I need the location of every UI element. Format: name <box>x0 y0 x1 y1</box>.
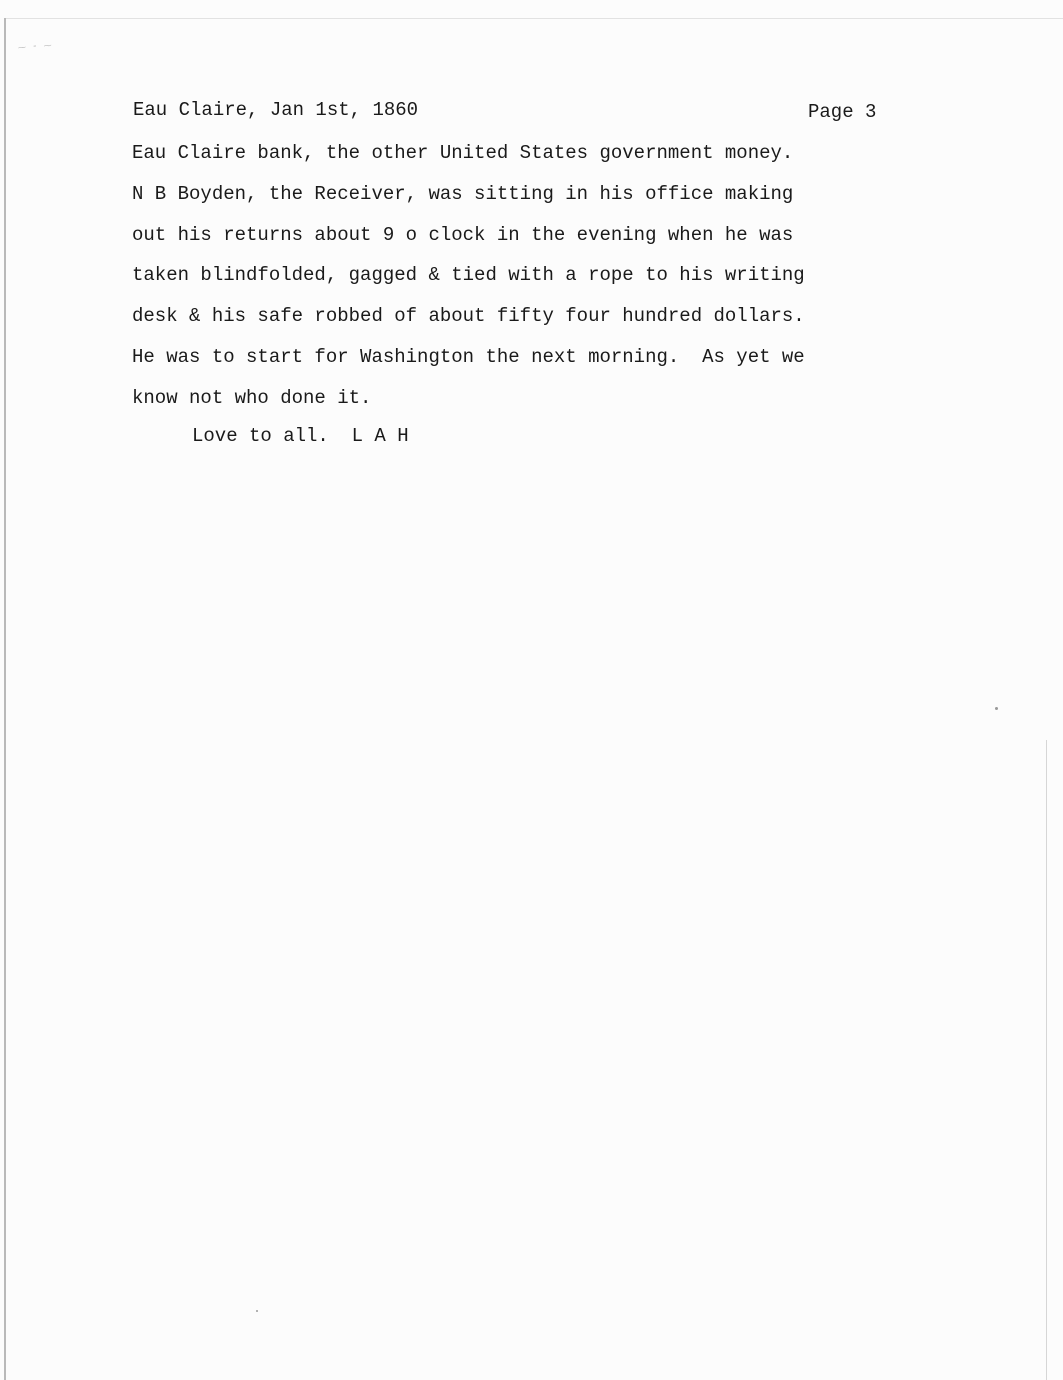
letter-body <box>132 140 892 426</box>
faint-margin-scribble: ⁓ ⁃ ⁓ <box>17 41 53 54</box>
letter-body-line: know not who done it. <box>132 386 372 409</box>
paper-speck <box>256 1310 258 1312</box>
page-number-label: Page 3 <box>808 101 877 123</box>
letter-body-line: out his returns about 9 o clock in the evening when he was <box>132 223 794 246</box>
paper-speck <box>995 707 998 710</box>
letter-body-line: N B Boyden, the Receiver, was sitting in his office making <box>132 182 794 205</box>
paper-right-edge <box>1046 740 1047 1380</box>
paper-left-edge <box>4 18 6 1380</box>
letter-place-date: Eau Claire, Jan 1st, 1860 <box>133 99 419 121</box>
letter-closing: Love to all. L A H <box>192 425 409 447</box>
letter-body-line: desk & his safe robbed of about fifty four hundred dollars. <box>132 305 805 328</box>
letter-body-line: taken blindfolded, gagged & tied with a rope to his writing <box>132 264 805 287</box>
letter-body-line: Eau Claire bank, the other United States government money. <box>132 142 794 164</box>
paper-top-edge <box>4 18 1063 19</box>
letter-body-line: He was to start for Washington the next morning. As yet we <box>132 345 805 368</box>
